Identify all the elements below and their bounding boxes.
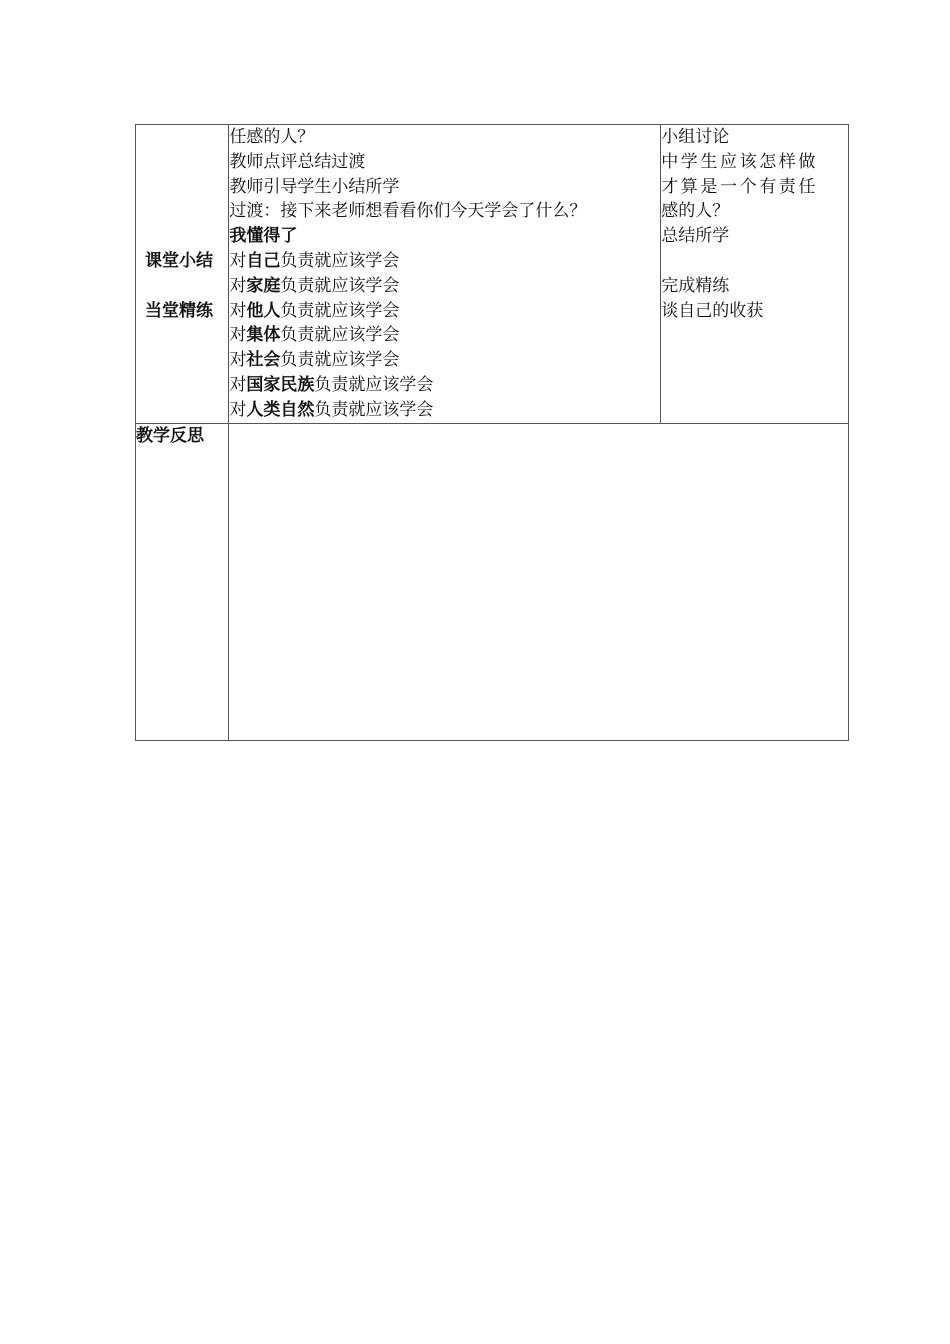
text-segment: 负责就应该学会 (314, 399, 434, 420)
teacher-activity-line (229, 125, 660, 150)
teacher-activity-line (229, 373, 660, 398)
student-activity-line: 谈自己的收获 (661, 300, 764, 321)
bold-text-segment: 社会 (246, 350, 281, 371)
section-label-summary: 课堂小结 (145, 251, 213, 271)
bold-text-segment: 集体 (246, 325, 281, 346)
student-activity-cell (661, 125, 849, 424)
student-activity-line: 总结所学 (661, 226, 730, 247)
text-segment: 教师点评总结过渡 (229, 151, 366, 172)
bold-text-segment: 人类自然 (246, 399, 315, 420)
text-segment: 对 (229, 325, 247, 346)
teacher-activity-lines (229, 125, 660, 423)
student-activity-line: 中学生应该怎样做 (661, 151, 819, 172)
reflection-label-cell (136, 423, 229, 740)
teacher-activity-line (229, 323, 660, 348)
text-segment: 负责就应该学会 (280, 300, 400, 321)
teacher-activity-line (229, 274, 660, 299)
section-label-reflection: 教学反思 (136, 425, 204, 446)
text-segment: 对 (229, 350, 247, 371)
teacher-activity-line (229, 150, 660, 175)
section-label-practice: 当堂精练 (145, 300, 213, 321)
student-activity-line: 完成精练 (661, 275, 730, 296)
bold-text-segment: 我懂得了 (229, 226, 298, 247)
teacher-activity-line (229, 249, 660, 274)
reflection-row (136, 423, 849, 740)
student-activity-line: 感的人？ (661, 201, 730, 222)
student-activity-line: 小组讨论 (661, 127, 730, 147)
text-segment: 负责就应该学会 (280, 275, 400, 296)
text-segment: 负责就应该学会 (280, 325, 400, 346)
teacher-activity-line (229, 299, 660, 324)
teacher-activity-line (229, 398, 660, 423)
bold-text-segment: 家庭 (246, 275, 281, 296)
teacher-activity-line (229, 224, 660, 249)
text-segment: 负责就应该学会 (280, 350, 400, 371)
text-segment: 教师引导学生小结所学 (229, 176, 400, 197)
lesson-plan-table (135, 124, 849, 741)
text-segment: 负责就应该学会 (314, 374, 434, 395)
summary-row (136, 125, 849, 424)
summary-label-cell (136, 125, 229, 424)
text-segment: 任感的人？ (229, 127, 315, 147)
teacher-activity-line (229, 175, 660, 200)
student-activity-line (661, 249, 848, 274)
student-activity-line: 才算是一个有责任 (661, 176, 819, 197)
teacher-activity-line (229, 199, 660, 224)
text-segment: 对 (229, 399, 247, 420)
text-segment: 对 (229, 250, 247, 271)
teacher-activity-line (229, 348, 660, 373)
text-segment: 对 (229, 300, 247, 321)
reflection-body (229, 423, 849, 740)
text-segment: 过渡：接下来老师想看看你们今天学会了什么？ (229, 201, 587, 222)
text-segment: 负责就应该学会 (280, 250, 400, 271)
bold-text-segment: 自己 (246, 250, 281, 271)
text-segment: 对 (229, 374, 247, 395)
teacher-activity-cell (229, 125, 661, 424)
bold-text-segment: 他人 (246, 300, 281, 321)
text-segment: 对 (229, 275, 247, 296)
bold-text-segment: 国家民族 (246, 374, 315, 395)
